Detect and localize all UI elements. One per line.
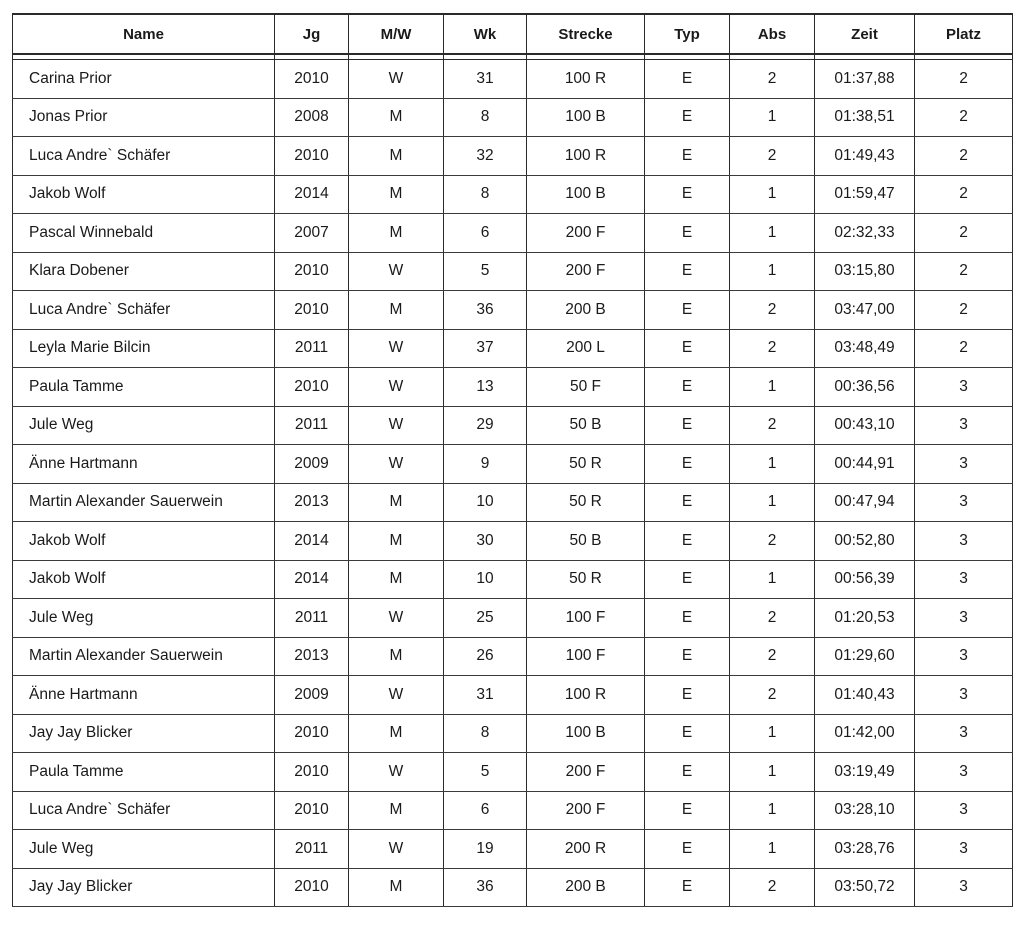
- header-row: [13, 14, 1013, 54]
- jg-cell: 2014: [275, 560, 349, 599]
- platz-cell: 3: [915, 560, 1013, 599]
- mw-cell: W: [349, 252, 444, 291]
- platz-cell: 2: [915, 214, 1013, 253]
- table-row: [13, 445, 1013, 484]
- column-header-abs: Abs: [730, 14, 815, 54]
- table-row: [13, 676, 1013, 715]
- mw-cell: M: [349, 714, 444, 753]
- jg-cell: 2010: [275, 714, 349, 753]
- mw-cell: W: [349, 830, 444, 869]
- jg-cell: 2010: [275, 791, 349, 830]
- strecke-cell: 200 F: [527, 214, 645, 253]
- jg-cell: 2014: [275, 522, 349, 561]
- platz-cell: 3: [915, 445, 1013, 484]
- strecke-cell: 200 B: [527, 868, 645, 907]
- table-row: [13, 753, 1013, 792]
- strecke-cell: 50 B: [527, 522, 645, 561]
- abs-cell: 1: [730, 560, 815, 599]
- typ-cell: E: [645, 329, 730, 368]
- zeit-cell: 00:56,39: [815, 560, 915, 599]
- mw-cell: W: [349, 599, 444, 638]
- wk-cell: 6: [444, 791, 527, 830]
- typ-cell: E: [645, 368, 730, 407]
- wk-cell: 36: [444, 868, 527, 907]
- mw-cell: M: [349, 560, 444, 599]
- platz-cell: 3: [915, 791, 1013, 830]
- name-cell: Jule Weg: [13, 406, 275, 445]
- results-table: [12, 13, 1013, 907]
- abs-cell: 2: [730, 522, 815, 561]
- name-cell: Paula Tamme: [13, 753, 275, 792]
- abs-cell: 2: [730, 406, 815, 445]
- platz-cell: 3: [915, 753, 1013, 792]
- abs-cell: 2: [730, 137, 815, 176]
- abs-cell: 1: [730, 98, 815, 137]
- typ-cell: E: [645, 406, 730, 445]
- typ-cell: E: [645, 753, 730, 792]
- name-cell: Pascal Winnebald: [13, 214, 275, 253]
- table-body: [13, 54, 1013, 907]
- name-cell: Martin Alexander Sauerwein: [13, 637, 275, 676]
- abs-cell: 1: [730, 252, 815, 291]
- mw-cell: M: [349, 637, 444, 676]
- abs-cell: 1: [730, 830, 815, 869]
- platz-cell: 3: [915, 368, 1013, 407]
- abs-cell: 2: [730, 599, 815, 638]
- mw-cell: W: [349, 753, 444, 792]
- wk-cell: 31: [444, 676, 527, 715]
- zeit-cell: 01:59,47: [815, 175, 915, 214]
- zeit-cell: 01:20,53: [815, 599, 915, 638]
- abs-cell: 1: [730, 714, 815, 753]
- name-cell: Jule Weg: [13, 599, 275, 638]
- name-cell: Klara Dobener: [13, 252, 275, 291]
- strecke-cell: 100 R: [527, 676, 645, 715]
- jg-cell: 2010: [275, 252, 349, 291]
- strecke-cell: 200 F: [527, 791, 645, 830]
- zeit-cell: 00:44,91: [815, 445, 915, 484]
- typ-cell: E: [645, 175, 730, 214]
- jg-cell: 2011: [275, 599, 349, 638]
- table-header: [13, 14, 1013, 54]
- name-cell: Jay Jay Blicker: [13, 714, 275, 753]
- zeit-cell: 01:49,43: [815, 137, 915, 176]
- name-cell: Jakob Wolf: [13, 522, 275, 561]
- typ-cell: E: [645, 252, 730, 291]
- abs-cell: 1: [730, 445, 815, 484]
- wk-cell: 36: [444, 291, 527, 330]
- name-cell: Jakob Wolf: [13, 175, 275, 214]
- jg-cell: 2009: [275, 676, 349, 715]
- abs-cell: 1: [730, 175, 815, 214]
- mw-cell: M: [349, 291, 444, 330]
- jg-cell: 2010: [275, 368, 349, 407]
- mw-cell: M: [349, 868, 444, 907]
- name-cell: Jule Weg: [13, 830, 275, 869]
- wk-cell: 37: [444, 329, 527, 368]
- jg-cell: 2011: [275, 406, 349, 445]
- jg-cell: 2013: [275, 483, 349, 522]
- column-header-jg: Jg: [275, 14, 349, 54]
- mw-cell: M: [349, 791, 444, 830]
- platz-cell: 2: [915, 98, 1013, 137]
- mw-cell: M: [349, 522, 444, 561]
- zeit-cell: 01:42,00: [815, 714, 915, 753]
- jg-cell: 2009: [275, 445, 349, 484]
- strecke-cell: 200 L: [527, 329, 645, 368]
- typ-cell: E: [645, 599, 730, 638]
- platz-cell: 3: [915, 599, 1013, 638]
- strecke-cell: 50 B: [527, 406, 645, 445]
- typ-cell: E: [645, 714, 730, 753]
- typ-cell: E: [645, 60, 730, 99]
- jg-cell: 2011: [275, 830, 349, 869]
- column-header-platz: Platz: [915, 14, 1013, 54]
- strecke-cell: 100 F: [527, 637, 645, 676]
- typ-cell: E: [645, 830, 730, 869]
- zeit-cell: 03:28,76: [815, 830, 915, 869]
- typ-cell: E: [645, 137, 730, 176]
- platz-cell: 2: [915, 252, 1013, 291]
- zeit-cell: 03:48,49: [815, 329, 915, 368]
- table-row: [13, 175, 1013, 214]
- abs-cell: 1: [730, 483, 815, 522]
- zeit-cell: 03:15,80: [815, 252, 915, 291]
- platz-cell: 3: [915, 483, 1013, 522]
- jg-cell: 2010: [275, 291, 349, 330]
- typ-cell: E: [645, 637, 730, 676]
- jg-cell: 2008: [275, 98, 349, 137]
- table-row: [13, 214, 1013, 253]
- zeit-cell: 02:32,33: [815, 214, 915, 253]
- column-header-mw: M/W: [349, 14, 444, 54]
- strecke-cell: 200 R: [527, 830, 645, 869]
- strecke-cell: 100 B: [527, 714, 645, 753]
- wk-cell: 8: [444, 98, 527, 137]
- zeit-cell: 01:37,88: [815, 60, 915, 99]
- table-row: [13, 252, 1013, 291]
- jg-cell: 2010: [275, 753, 349, 792]
- typ-cell: E: [645, 214, 730, 253]
- column-header-zeit: Zeit: [815, 14, 915, 54]
- strecke-cell: 100 B: [527, 98, 645, 137]
- wk-cell: 8: [444, 175, 527, 214]
- typ-cell: E: [645, 483, 730, 522]
- typ-cell: E: [645, 676, 730, 715]
- jg-cell: 2014: [275, 175, 349, 214]
- strecke-cell: 200 F: [527, 252, 645, 291]
- platz-cell: 3: [915, 676, 1013, 715]
- wk-cell: 5: [444, 753, 527, 792]
- wk-cell: 29: [444, 406, 527, 445]
- zeit-cell: 00:52,80: [815, 522, 915, 561]
- table-row: [13, 830, 1013, 869]
- strecke-cell: 50 R: [527, 560, 645, 599]
- zeit-cell: 03:50,72: [815, 868, 915, 907]
- platz-cell: 3: [915, 637, 1013, 676]
- wk-cell: 6: [444, 214, 527, 253]
- jg-cell: 2011: [275, 329, 349, 368]
- jg-cell: 2013: [275, 637, 349, 676]
- zeit-cell: 00:43,10: [815, 406, 915, 445]
- name-cell: Carina Prior: [13, 60, 275, 99]
- abs-cell: 2: [730, 329, 815, 368]
- table-row: [13, 291, 1013, 330]
- strecke-cell: 100 R: [527, 137, 645, 176]
- mw-cell: M: [349, 175, 444, 214]
- strecke-cell: 50 R: [527, 445, 645, 484]
- typ-cell: E: [645, 291, 730, 330]
- abs-cell: 1: [730, 753, 815, 792]
- mw-cell: M: [349, 483, 444, 522]
- jg-cell: 2010: [275, 60, 349, 99]
- mw-cell: W: [349, 445, 444, 484]
- name-cell: Änne Hartmann: [13, 445, 275, 484]
- abs-cell: 2: [730, 60, 815, 99]
- abs-cell: 1: [730, 368, 815, 407]
- table-row: [13, 60, 1013, 99]
- zeit-cell: 03:19,49: [815, 753, 915, 792]
- typ-cell: E: [645, 98, 730, 137]
- table-row: [13, 637, 1013, 676]
- zeit-cell: 03:28,10: [815, 791, 915, 830]
- mw-cell: W: [349, 406, 444, 445]
- table-row: [13, 791, 1013, 830]
- column-header-wk: Wk: [444, 14, 527, 54]
- abs-cell: 2: [730, 637, 815, 676]
- mw-cell: M: [349, 214, 444, 253]
- mw-cell: W: [349, 676, 444, 715]
- table-row: [13, 714, 1013, 753]
- table-row: [13, 560, 1013, 599]
- strecke-cell: 100 R: [527, 60, 645, 99]
- mw-cell: M: [349, 98, 444, 137]
- column-header-strecke: Strecke: [527, 14, 645, 54]
- wk-cell: 5: [444, 252, 527, 291]
- strecke-cell: 200 F: [527, 753, 645, 792]
- platz-cell: 2: [915, 137, 1013, 176]
- zeit-cell: 00:47,94: [815, 483, 915, 522]
- name-cell: Luca Andre` Schäfer: [13, 137, 275, 176]
- wk-cell: 32: [444, 137, 527, 176]
- strecke-cell: 100 B: [527, 175, 645, 214]
- name-cell: Martin Alexander Sauerwein: [13, 483, 275, 522]
- typ-cell: E: [645, 868, 730, 907]
- platz-cell: 3: [915, 522, 1013, 561]
- table-row: [13, 329, 1013, 368]
- zeit-cell: 00:36,56: [815, 368, 915, 407]
- wk-cell: 9: [444, 445, 527, 484]
- platz-cell: 3: [915, 868, 1013, 907]
- table-row: [13, 868, 1013, 907]
- jg-cell: 2010: [275, 137, 349, 176]
- table-row: [13, 522, 1013, 561]
- platz-cell: 3: [915, 714, 1013, 753]
- typ-cell: E: [645, 522, 730, 561]
- zeit-cell: 03:47,00: [815, 291, 915, 330]
- mw-cell: W: [349, 60, 444, 99]
- table-row: [13, 98, 1013, 137]
- strecke-cell: 200 B: [527, 291, 645, 330]
- column-header-typ: Typ: [645, 14, 730, 54]
- table-row: [13, 137, 1013, 176]
- strecke-cell: 50 F: [527, 368, 645, 407]
- mw-cell: W: [349, 368, 444, 407]
- column-header-name: Name: [13, 14, 275, 54]
- platz-cell: 2: [915, 329, 1013, 368]
- table-row: [13, 599, 1013, 638]
- platz-cell: 2: [915, 60, 1013, 99]
- platz-cell: 2: [915, 175, 1013, 214]
- abs-cell: 2: [730, 676, 815, 715]
- abs-cell: 1: [730, 214, 815, 253]
- mw-cell: M: [349, 137, 444, 176]
- name-cell: Leyla Marie Bilcin: [13, 329, 275, 368]
- wk-cell: 31: [444, 60, 527, 99]
- wk-cell: 30: [444, 522, 527, 561]
- platz-cell: 3: [915, 830, 1013, 869]
- strecke-cell: 50 R: [527, 483, 645, 522]
- name-cell: Jay Jay Blicker: [13, 868, 275, 907]
- typ-cell: E: [645, 560, 730, 599]
- wk-cell: 26: [444, 637, 527, 676]
- abs-cell: 2: [730, 291, 815, 330]
- platz-cell: 2: [915, 291, 1013, 330]
- table-row: [13, 406, 1013, 445]
- table-row: [13, 483, 1013, 522]
- typ-cell: E: [645, 445, 730, 484]
- wk-cell: 13: [444, 368, 527, 407]
- name-cell: Jakob Wolf: [13, 560, 275, 599]
- name-cell: Paula Tamme: [13, 368, 275, 407]
- abs-cell: 2: [730, 868, 815, 907]
- wk-cell: 10: [444, 560, 527, 599]
- wk-cell: 8: [444, 714, 527, 753]
- typ-cell: E: [645, 791, 730, 830]
- name-cell: Jonas Prior: [13, 98, 275, 137]
- strecke-cell: 100 F: [527, 599, 645, 638]
- jg-cell: 2010: [275, 868, 349, 907]
- name-cell: Änne Hartmann: [13, 676, 275, 715]
- zeit-cell: 01:40,43: [815, 676, 915, 715]
- zeit-cell: 01:38,51: [815, 98, 915, 137]
- platz-cell: 3: [915, 406, 1013, 445]
- abs-cell: 1: [730, 791, 815, 830]
- jg-cell: 2007: [275, 214, 349, 253]
- zeit-cell: 01:29,60: [815, 637, 915, 676]
- mw-cell: W: [349, 329, 444, 368]
- name-cell: Luca Andre` Schäfer: [13, 791, 275, 830]
- name-cell: Luca Andre` Schäfer: [13, 291, 275, 330]
- wk-cell: 19: [444, 830, 527, 869]
- wk-cell: 10: [444, 483, 527, 522]
- wk-cell: 25: [444, 599, 527, 638]
- table-row: [13, 368, 1013, 407]
